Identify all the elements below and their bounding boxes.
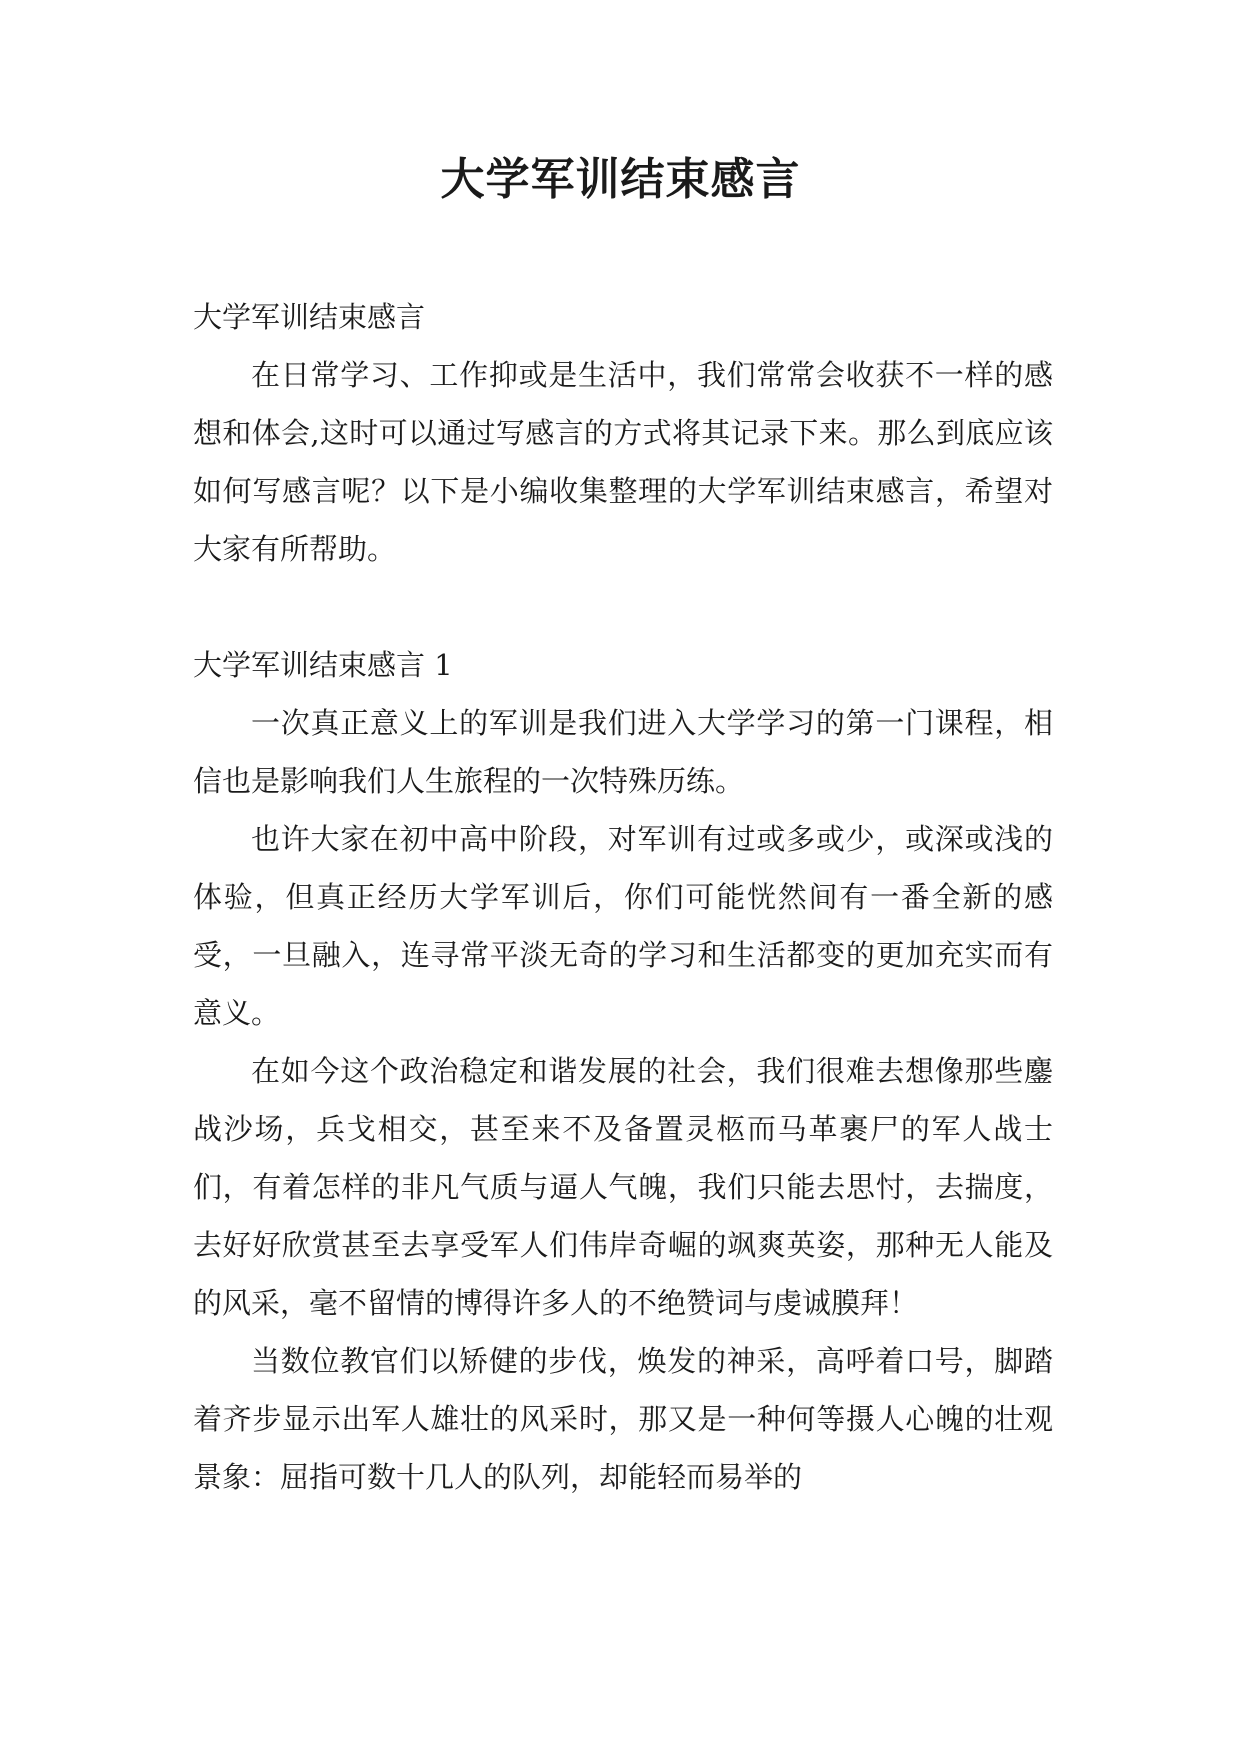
document-body bbox=[193, 288, 1053, 1506]
section1-paragraph-1: 一次真正意义上的军训是我们进入大学学习的第一门课程，相信也是影响我们人生旅程的一次特殊历练。 bbox=[193, 706, 1053, 798]
section1-heading: 大学军训结束感言 1 bbox=[193, 648, 453, 682]
section1-paragraph-3: 在如今这个政治稳定和谐发展的社会，我们很难去想像那些鏖战沙场，兵戈相交，甚至来不及备置灵柩而马革裹尸的军人战士们，有着怎样的非凡气质与逼人气魄，我们只能去思忖，去揣度，去好好欣赏甚至去享受军人们伟岸奇崛的飒爽英姿，那种无人能及的风采，毫不留情的博得许多人的不绝赞词与虔诚膜拜！ bbox=[193, 1054, 1053, 1320]
intro-paragraph: 在日常学习、工作抑或是生活中，我们常常会收获不一样的感想和体会,这时可以通过写感言的方式将其记录下来。那么到底应该如何写感言呢？以下是小编收集整理的大学军训结束感言，希望对大家有所帮助。 bbox=[193, 358, 1053, 566]
section1-paragraph-2: 也许大家在初中高中阶段，对军训有过或多或少，或深或浅的体验，但真正经历大学军训后，你们可能恍然间有一番全新的感受，一旦融入，连寻常平淡无奇的学习和生活都变的更加充实而有意义。 bbox=[193, 822, 1053, 1030]
section1-paragraph-4: 当数位教官们以矫健的步伐，焕发的神采，高呼着口号，脚踏着齐步显示出军人雄壮的风采时，那又是一种何等摄人心魄的壮观景象：屈指可数十几人的队列，却能轻而易举的 bbox=[193, 1344, 1053, 1494]
section-spacer bbox=[193, 578, 1053, 636]
intro-heading: 大学军训结束感言 bbox=[193, 300, 426, 334]
document-title: 大学军训结束感言 bbox=[440, 154, 801, 205]
